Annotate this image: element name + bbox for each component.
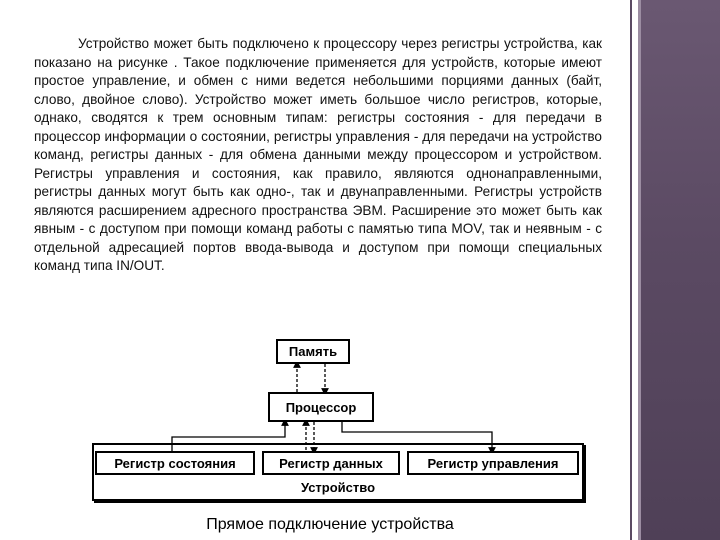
memory-box: Память (276, 339, 350, 364)
device-label: Устройство (300, 480, 376, 495)
processor-box: Процессор (268, 392, 374, 422)
status-register-box: Регистр состояния (95, 451, 255, 475)
body-paragraph: Устройство может быть подключено к процессору через регистры устройства, как показано на рисунке . Такое подключение применяется для устройств, которые имеют простое управление, и обмен с ними ведется небольшими порциями данных (байт, слово, двойное слово). Устройство может иметь большое число регистров, которые, однако, сводятся к трем основным типам: регистры состояния - для передачи в процессор информации о состоянии, регистры управления - для передачи на устройство команд, регистры данных - для обмена данными между процессором и устройством. Регистры управления и состояния, как правило, являются однонаправленными, регистры данных могут быть как одно-, так и двунаправленными. Регистры устройств являются расширением адресного пространства ЭВМ. Расширение это может быть как явным - с доступом при помощи команд работы с памятью типа MOV, так и неявным - с отдельной адресацией портов ввода-вывода и доступом при помощи специальных команд типа IN/OUT. (34, 36, 602, 273)
control-register-box: Регистр управления (407, 451, 579, 475)
data-register-box: Регистр данных (262, 451, 400, 475)
figure-caption: Прямое подключение устройства (206, 516, 454, 533)
